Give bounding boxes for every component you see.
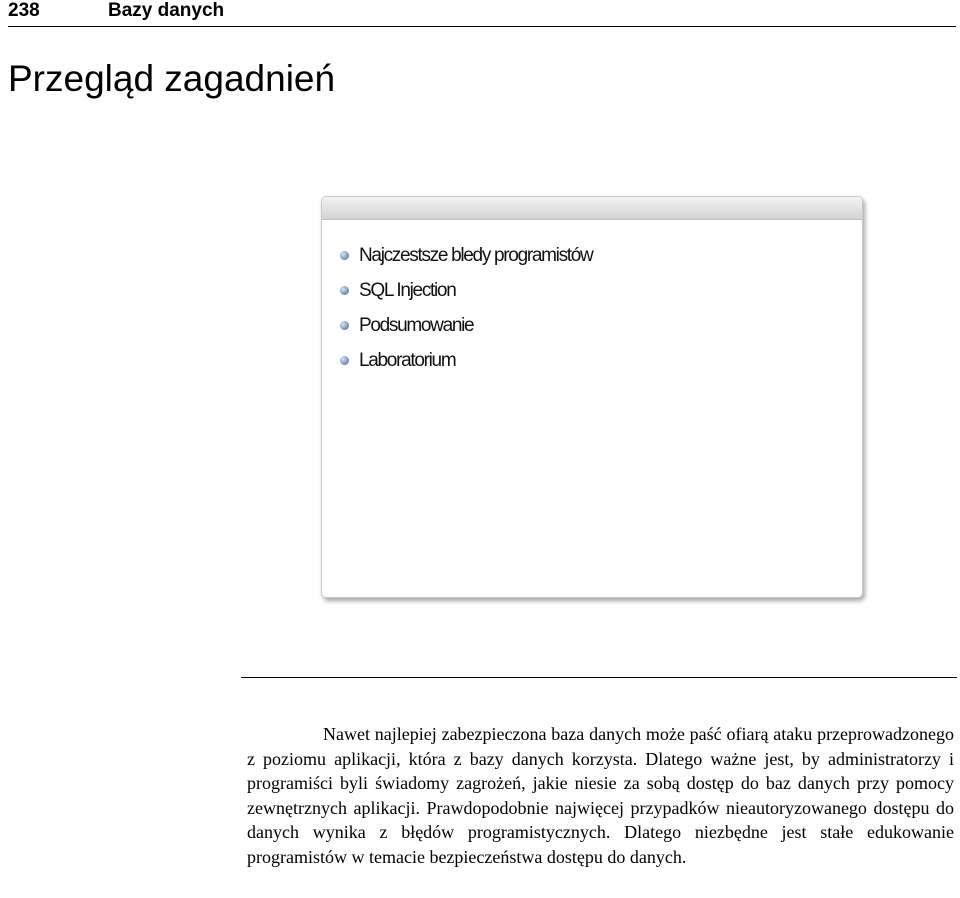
section-title: Przegląd zagadnień	[8, 58, 336, 99]
page-number: 238	[8, 0, 40, 21]
agenda-item	[340, 238, 592, 273]
agenda-item	[340, 343, 592, 378]
page-header	[8, 0, 956, 27]
agenda-item-label: Podsumowanie	[359, 314, 474, 336]
body-paragraph: Nawet najlepiej zabezpieczona baza danych może paść ofiarą ataku przeprowadzonego z poziomu aplikacji, która z bazy danych korzysta. Dlatego ważne jest, by administratorzy i programiści byli świadomy zagrożeń, jakie niesie za sobą dostęp do baz danych przy pomocy zewnętrznych aplikacji. Prawdopodobnie najwięcej przypadków nieautoryzowanego dostępu do danych wynika z błędów programistycznych. Dlatego niezbędne jest stałe edukowanie programistów w temacie bezpieczeństwa dostępu do danych.	[247, 724, 954, 867]
bullet-icon	[340, 321, 349, 330]
agenda-item-label: Najczestsze bledy programistów	[359, 244, 593, 266]
section-divider	[241, 677, 957, 678]
agenda-item	[340, 273, 592, 308]
bullet-icon	[340, 286, 349, 295]
agenda-list	[340, 238, 592, 378]
agenda-item-label: Laboratorium	[359, 349, 456, 371]
agenda-item	[340, 308, 592, 343]
running-title: Bazy danych	[108, 0, 225, 21]
slide-title-bar	[322, 197, 862, 220]
bullet-icon	[340, 356, 349, 365]
agenda-item-label: SQL Injection	[359, 279, 456, 301]
slide-thumbnail	[321, 196, 863, 598]
bullet-icon	[340, 251, 349, 260]
